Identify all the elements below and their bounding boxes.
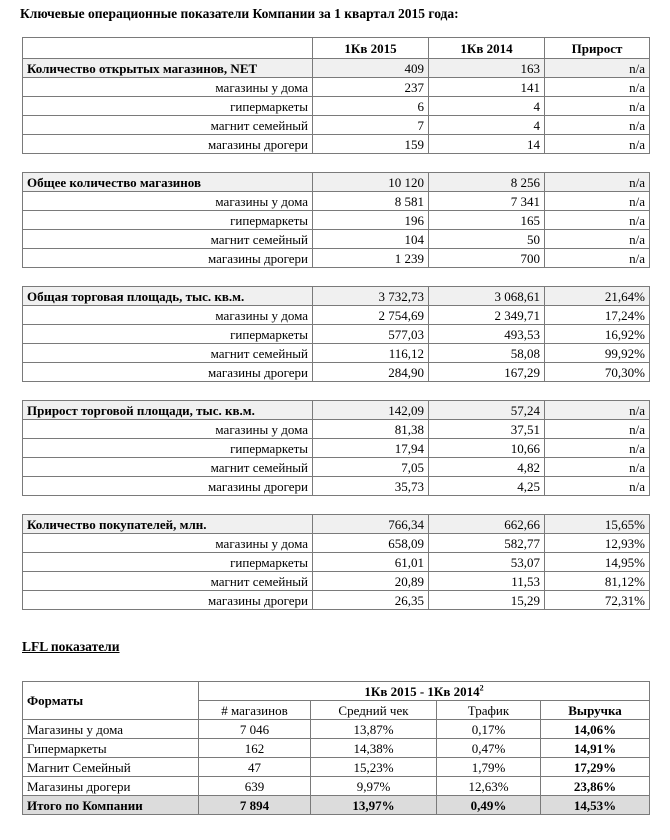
table-row: [23, 439, 650, 458]
value-q2015: 159: [313, 135, 429, 154]
value-growth: n/a: [545, 439, 650, 458]
row-label: магазины дрогери: [23, 249, 313, 268]
value-q2014: 7 341: [429, 192, 545, 211]
table-row: [23, 344, 650, 363]
value-growth: 16,92%: [545, 325, 650, 344]
value-q2014: 141: [429, 78, 545, 97]
value-growth: n/a: [545, 116, 650, 135]
value-q2015: 658,09: [313, 534, 429, 553]
section-head-row: [23, 59, 650, 78]
value-growth: n/a: [545, 78, 650, 97]
table-row: [23, 477, 650, 496]
format-name: Гипермаркеты: [23, 739, 199, 758]
row-label: магазины дрогери: [23, 363, 313, 382]
value-growth: 99,92%: [545, 344, 650, 363]
table-row: [23, 97, 650, 116]
section-head-row: [23, 173, 650, 192]
value-q2014: 14: [429, 135, 545, 154]
value-growth: n/a: [545, 173, 650, 192]
value-q2014: 15,29: [429, 591, 545, 610]
value-q2014: 4,25: [429, 477, 545, 496]
table-row: [23, 306, 650, 325]
row-label: магазины у дома: [23, 78, 313, 97]
table-row: [23, 135, 650, 154]
value-growth: n/a: [545, 477, 650, 496]
value-growth: n/a: [545, 211, 650, 230]
value-q2014: 167,29: [429, 363, 545, 382]
value-q2015: 35,73: [313, 477, 429, 496]
value-q2015: 142,09: [313, 401, 429, 420]
table-row: [23, 534, 650, 553]
traffic-value: 0,47%: [437, 739, 541, 758]
row-label: гипермаркеты: [23, 439, 313, 458]
value-q2015: 1 239: [313, 249, 429, 268]
value-growth: 14,95%: [545, 553, 650, 572]
table-row: [23, 78, 650, 97]
table-row: [23, 572, 650, 591]
value-q2015: 10 120: [313, 173, 429, 192]
spacer-cell: [23, 154, 650, 173]
value-growth: n/a: [545, 192, 650, 211]
avg-check-value: 15,23%: [311, 758, 437, 777]
value-q2014: 11,53: [429, 572, 545, 591]
lfl-section-title: LFL показатели: [22, 639, 120, 654]
column-header-traffic: Трафик: [437, 701, 541, 720]
section-spacer: [23, 496, 650, 515]
value-q2014: 50: [429, 230, 545, 249]
value-q2014: 4,82: [429, 458, 545, 477]
value-q2015: 2 754,69: [313, 306, 429, 325]
value-q2015: 7,05: [313, 458, 429, 477]
value-q2014: 582,77: [429, 534, 545, 553]
value-growth: n/a: [545, 401, 650, 420]
value-q2015: 409: [313, 59, 429, 78]
table-row: [23, 211, 650, 230]
value-q2015: 61,01: [313, 553, 429, 572]
row-label: гипермаркеты: [23, 325, 313, 344]
value-q2014: 700: [429, 249, 545, 268]
table-row: [23, 363, 650, 382]
traffic-value: 12,63%: [437, 777, 541, 796]
section-title: Количество покупателей, млн.: [23, 515, 313, 534]
period-label: 1Кв 2015 - 1Кв 2014: [364, 683, 480, 699]
spacer-cell: [23, 382, 650, 401]
table-row: [23, 420, 650, 439]
value-q2014: 2 349,71: [429, 306, 545, 325]
value-q2015: 766,34: [313, 515, 429, 534]
section-head-row: [23, 287, 650, 306]
spacer-cell: [23, 268, 650, 287]
avg-check-value: 14,38%: [311, 739, 437, 758]
value-growth: n/a: [545, 249, 650, 268]
total-row: [23, 796, 650, 815]
value-growth: 12,93%: [545, 534, 650, 553]
column-header-avg-check: Средний чек: [311, 701, 437, 720]
format-name: Магазины у дома: [23, 720, 199, 739]
table-row: [23, 553, 650, 572]
value-q2015: 6: [313, 97, 429, 116]
table-row: [23, 230, 650, 249]
stores-count: 7 046: [199, 720, 311, 739]
table-row: [23, 777, 650, 796]
value-q2015: 7: [313, 116, 429, 135]
value-growth: n/a: [545, 97, 650, 116]
table-row: [23, 591, 650, 610]
section-spacer: [23, 382, 650, 401]
revenue-value: 14,53%: [541, 796, 650, 815]
lfl-table: [22, 681, 650, 815]
row-label: гипермаркеты: [23, 211, 313, 230]
value-q2015: 20,89: [313, 572, 429, 591]
period-header: [199, 682, 650, 701]
value-q2014: 163: [429, 59, 545, 78]
row-label: магнит семейный: [23, 458, 313, 477]
section-title: Количество открытых магазинов, NET: [23, 59, 313, 78]
value-q2015: 26,35: [313, 591, 429, 610]
row-label: магнит семейный: [23, 572, 313, 591]
row-label: магазины дрогери: [23, 135, 313, 154]
value-q2014: 4: [429, 116, 545, 135]
period-footnote-mark: 2: [479, 683, 484, 693]
value-q2015: 196: [313, 211, 429, 230]
avg-check-value: 13,87%: [311, 720, 437, 739]
traffic-value: 0,17%: [437, 720, 541, 739]
table-header-row: [23, 38, 650, 59]
value-q2014: 10,66: [429, 439, 545, 458]
row-label: магнит семейный: [23, 344, 313, 363]
value-growth: n/a: [545, 458, 650, 477]
value-q2014: 58,08: [429, 344, 545, 363]
row-label: магнит семейный: [23, 116, 313, 135]
value-q2015: 116,12: [313, 344, 429, 363]
stores-count: 47: [199, 758, 311, 777]
revenue-value: 14,06%: [541, 720, 650, 739]
value-q2014: 4: [429, 97, 545, 116]
table-row: [23, 192, 650, 211]
row-label: гипермаркеты: [23, 553, 313, 572]
value-q2014: 57,24: [429, 401, 545, 420]
value-q2014: 8 256: [429, 173, 545, 192]
table-row: [23, 739, 650, 758]
table-row: [23, 458, 650, 477]
value-growth: 15,65%: [545, 515, 650, 534]
section-head-row: [23, 401, 650, 420]
stores-count: 162: [199, 739, 311, 758]
value-q2014: 37,51: [429, 420, 545, 439]
row-label: магазины у дома: [23, 306, 313, 325]
column-header-growth: Прирост: [545, 38, 650, 59]
value-q2014: 53,07: [429, 553, 545, 572]
row-label: магазины у дома: [23, 534, 313, 553]
column-header-stores: # магазинов: [199, 701, 311, 720]
table-row: [23, 116, 650, 135]
value-growth: 21,64%: [545, 287, 650, 306]
row-label: гипермаркеты: [23, 97, 313, 116]
value-growth: 17,24%: [545, 306, 650, 325]
value-growth: n/a: [545, 59, 650, 78]
page-title: Ключевые операционные показатели Компании за 1 квартал 2015 года:: [20, 6, 459, 21]
value-growth: 81,12%: [545, 572, 650, 591]
section-spacer: [23, 154, 650, 173]
row-label: магазины дрогери: [23, 591, 313, 610]
section-title: Общее количество магазинов: [23, 173, 313, 192]
value-growth: n/a: [545, 135, 650, 154]
avg-check-value: 9,97%: [311, 777, 437, 796]
value-q2015: 17,94: [313, 439, 429, 458]
table-row: [23, 249, 650, 268]
spacer-cell: [23, 496, 650, 515]
lfl-header-row-top: [23, 682, 650, 701]
table-row: [23, 720, 650, 739]
value-q2014: 493,53: [429, 325, 545, 344]
value-growth: n/a: [545, 420, 650, 439]
value-q2014: 662,66: [429, 515, 545, 534]
revenue-value: 17,29%: [541, 758, 650, 777]
table-row: [23, 325, 650, 344]
stores-count: 7 894: [199, 796, 311, 815]
row-label: магазины у дома: [23, 420, 313, 439]
value-q2015: 577,03: [313, 325, 429, 344]
format-name: Магнит Семейный: [23, 758, 199, 777]
revenue-value: 14,91%: [541, 739, 650, 758]
value-q2014: 165: [429, 211, 545, 230]
value-q2015: 81,38: [313, 420, 429, 439]
section-title: Прирост торговой площади, тыс. кв.м.: [23, 401, 313, 420]
header-blank-cell: [23, 38, 313, 59]
avg-check-value: 13,97%: [311, 796, 437, 815]
value-growth: 72,31%: [545, 591, 650, 610]
value-q2015: 8 581: [313, 192, 429, 211]
column-header-q2014: 1Кв 2014: [429, 38, 545, 59]
value-q2014: 3 068,61: [429, 287, 545, 306]
stores-count: 639: [199, 777, 311, 796]
value-q2015: 237: [313, 78, 429, 97]
revenue-value: 23,86%: [541, 777, 650, 796]
traffic-value: 1,79%: [437, 758, 541, 777]
key-indicators-table: [22, 37, 650, 610]
table-row: [23, 758, 650, 777]
format-name: Итого по Компании: [23, 796, 199, 815]
row-label: магнит семейный: [23, 230, 313, 249]
value-q2015: 3 732,73: [313, 287, 429, 306]
value-growth: 70,30%: [545, 363, 650, 382]
value-growth: n/a: [545, 230, 650, 249]
section-title: Общая торговая площадь, тыс. кв.м.: [23, 287, 313, 306]
format-name: Магазины дрогери: [23, 777, 199, 796]
formats-header: Форматы: [23, 682, 199, 720]
row-label: магазины у дома: [23, 192, 313, 211]
row-label: магазины дрогери: [23, 477, 313, 496]
value-q2015: 104: [313, 230, 429, 249]
traffic-value: 0,49%: [437, 796, 541, 815]
column-header-q2015: 1Кв 2015: [313, 38, 429, 59]
section-head-row: [23, 515, 650, 534]
value-q2015: 284,90: [313, 363, 429, 382]
column-header-revenue: Выручка: [541, 701, 650, 720]
section-spacer: [23, 268, 650, 287]
